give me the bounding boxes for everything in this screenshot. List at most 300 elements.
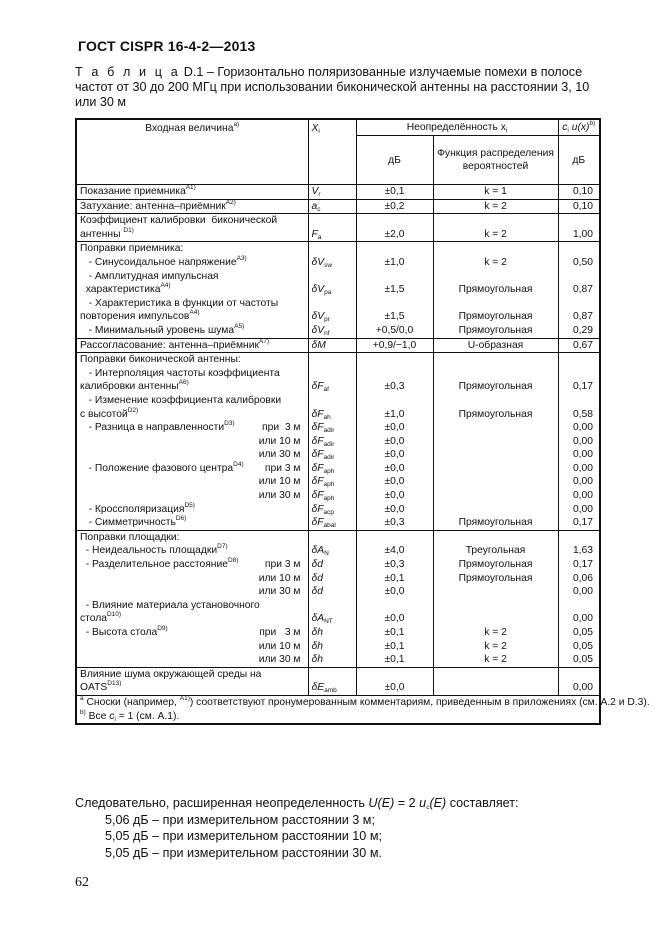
ci-value: 0,05 [558, 626, 600, 640]
symbol-subscript: af [323, 386, 329, 394]
footnote-ref: D9) [157, 625, 168, 632]
table-row [76, 516, 600, 530]
table-row [76, 489, 600, 503]
symbol-subscript: r [318, 191, 321, 198]
uncertainty-value [356, 530, 433, 544]
input-quantity-cell [76, 242, 308, 256]
uncertainty-value [356, 367, 433, 381]
caption-prefix: Т а б л и ц а [75, 65, 181, 79]
ci-value: 0,58 [558, 408, 600, 422]
input-quantity-cell [76, 256, 308, 270]
input-quantity-label: - Синусоидальное напряжение [80, 256, 237, 268]
input-quantity-label: Показание приемника [80, 186, 186, 197]
distance-label: или 30 м [258, 490, 301, 502]
distribution-value: k = 2 [433, 626, 558, 640]
distribution-value: Прямоугольная [433, 283, 558, 297]
symbol-cell [308, 367, 356, 381]
uncertainty-value: ±0,3 [356, 516, 433, 530]
uncertainty-value: ±0,3 [356, 558, 433, 572]
ci-value: 0,67 [558, 338, 600, 353]
ci-value [558, 242, 600, 256]
distribution-value: Прямоугольная [433, 310, 558, 324]
distribution-value: Прямоугольная [433, 408, 558, 422]
symbol-subscript: adir [323, 440, 335, 448]
symbol-cell [308, 530, 356, 544]
symbol: δV [311, 324, 325, 336]
distance-label: или 30 м [258, 449, 301, 461]
distribution-value [433, 448, 558, 462]
table-row [76, 572, 600, 586]
uncertainty-value: ±0,0 [356, 435, 433, 449]
symbol: δh [311, 640, 323, 652]
symbol: δF [311, 435, 324, 447]
ci-value: 0,17 [558, 516, 600, 530]
input-quantity-cell [76, 199, 308, 214]
distance-label: при 3 м [264, 462, 301, 474]
uncertainty-value: +0,9/−1,0 [356, 338, 433, 353]
input-quantity-label: - Положение фазового центра [80, 462, 234, 474]
symbol-subscript: ah [323, 413, 331, 421]
distribution-value [433, 503, 558, 517]
symbol-cell [308, 544, 356, 558]
input-quantity-label: - Разделительное расстояние [80, 559, 228, 571]
symbol-cell [308, 558, 356, 572]
header-db-ci: дБ [558, 136, 600, 185]
symbol: δE [311, 682, 325, 694]
table-row [76, 558, 600, 572]
footnote-ref: D2) [127, 406, 139, 414]
input-quantity-cell [76, 585, 308, 599]
input-quantity-cell [76, 394, 308, 408]
distribution-value: k = 2 [433, 256, 558, 270]
conclusion [75, 795, 519, 861]
table-row [76, 324, 600, 338]
input-quantity-cell [76, 475, 308, 489]
symbol-cell [308, 310, 356, 324]
input-quantity-label: стола [80, 613, 107, 625]
table-row [76, 640, 600, 654]
ci-value: 0,00 [558, 462, 600, 476]
input-quantity-cell [76, 667, 308, 681]
ci-value: 0,17 [558, 380, 600, 394]
ci-value [558, 667, 600, 681]
input-quantity-label: Коэффициент калибровки биконической [80, 215, 278, 227]
distribution-value [433, 681, 558, 695]
symbol-subscript: aph [323, 467, 335, 475]
uncertainty-value [356, 667, 433, 681]
document-header: ГОСТ CISPR 16-4-2—2013 [78, 38, 256, 54]
input-quantity-label: с высотой [80, 408, 128, 420]
symbol-subscript: NT [324, 618, 333, 626]
distribution-value [433, 530, 558, 544]
input-quantity-cell [76, 421, 308, 435]
footnote-ref: A4) [189, 309, 200, 317]
symbol: δV [311, 256, 325, 268]
table-row [76, 421, 600, 435]
table-row [76, 297, 600, 311]
symbol-cell [308, 270, 356, 284]
input-quantity-cell [76, 338, 308, 353]
symbol: δA [311, 613, 325, 625]
input-quantity-cell [76, 681, 308, 695]
ci-value: 1,00 [558, 228, 600, 242]
symbol-cell [308, 421, 356, 435]
symbol: δd [311, 559, 323, 571]
symbol-subscript: pa [324, 289, 332, 297]
table-row [76, 681, 600, 695]
table-row [76, 283, 600, 297]
input-quantity-cell [76, 640, 308, 654]
distance-label: или 10 м [258, 476, 301, 488]
symbol-cell [308, 572, 356, 586]
distribution-value [433, 421, 558, 435]
table-row [76, 408, 600, 422]
table-row [76, 530, 600, 544]
symbol-cell [308, 214, 356, 228]
uncertainty-value: ±2,0 [356, 228, 433, 242]
uncertainty-value [356, 353, 433, 367]
symbol: δF [311, 408, 324, 420]
uncertainty-value [356, 394, 433, 408]
table-row [76, 185, 600, 200]
symbol: δF [311, 462, 324, 474]
table-caption [75, 65, 605, 110]
ci-value [558, 367, 600, 381]
ci-value [558, 599, 600, 613]
symbol: δF [311, 490, 324, 502]
uncertainty-value [356, 214, 433, 228]
symbol-cell [308, 681, 356, 695]
input-quantity-label: Рассогласование: антенна–приёмник [80, 339, 259, 351]
table-row [76, 462, 600, 476]
uncertainty-value: ±0,0 [356, 448, 433, 462]
table-row [76, 626, 600, 640]
input-quantity-label: - Кроссполяризация [80, 503, 185, 515]
table-row [76, 242, 600, 256]
symbol-cell [308, 283, 356, 297]
distance-label: или 30 м [258, 654, 301, 666]
uncertainty-value: ±1,0 [356, 408, 433, 422]
symbol: δh [311, 627, 323, 638]
symbol-cell [308, 435, 356, 449]
header-distribution: Функция распределения вероятностей [433, 136, 558, 185]
page-number: 62 [75, 875, 89, 890]
distribution-value: k = 1 [433, 185, 558, 200]
result-3m: 5,06 дБ – при измерительном расстоянии 3 м; [105, 812, 375, 827]
ci-value [558, 530, 600, 544]
distance-label: или 10 м [258, 640, 301, 652]
symbol-subscript: adir [323, 454, 335, 462]
input-quantity-cell [76, 435, 308, 449]
ci-value [558, 270, 600, 284]
input-quantity-label: - Изменение коэффициента калибровки [80, 394, 282, 406]
symbol: F [311, 228, 318, 240]
symbol-cell [308, 640, 356, 654]
ci-value: 0,00 [558, 475, 600, 489]
distribution-value: Прямоугольная [433, 324, 558, 338]
ci-value: 0,00 [558, 421, 600, 435]
footnote-ref: D8) [227, 557, 239, 565]
distribution-value [433, 585, 558, 599]
ci-value: 0,87 [558, 310, 600, 324]
footnote-ref: D4) [233, 460, 244, 468]
uncertainty-value: ±0,0 [356, 475, 433, 489]
footnote-a: $^a$ Сноски (например, $^{A1)}$) соответствуют пронумерованным комментариям, приведенным в приложениях (см. A.2 и D.3). [80, 694, 650, 708]
uncertainty-value: ±0,0 [356, 681, 433, 695]
input-quantity-label: - Симметричность [80, 517, 176, 529]
symbol-cell [308, 242, 356, 256]
ci-value: 0,05 [558, 653, 600, 667]
input-quantity-label: - Минимальный уровень шума [80, 324, 235, 336]
distribution-value [433, 297, 558, 311]
footnote-ref: A1) [185, 184, 196, 191]
symbol-cell [308, 448, 356, 462]
input-quantity-cell [76, 558, 308, 572]
symbol-subscript: aph [323, 495, 335, 503]
input-quantity-label: - Неидеальность площадки [80, 545, 218, 557]
table-row [76, 475, 600, 489]
distance-label: или 10 м [258, 572, 301, 584]
distribution-value [433, 394, 558, 408]
table-row [76, 338, 600, 353]
uncertainty-value: ±0,0 [356, 503, 433, 517]
uncertainty-table [75, 118, 650, 725]
footnote-ref: D3) [224, 420, 235, 428]
input-quantity-cell [76, 228, 308, 242]
distribution-value [433, 353, 558, 367]
input-quantity-label: Поправки приемника: [80, 243, 184, 255]
symbol: δd [311, 572, 323, 584]
distribution-value [433, 667, 558, 681]
distance-label: или 10 м [258, 435, 301, 447]
input-quantity-cell [76, 185, 308, 200]
ci-value [558, 394, 600, 408]
footnote-b: $^{b)}$ Все $c_i = 1$ (см. A.1). [80, 708, 180, 723]
table-row [76, 667, 600, 681]
symbol-subscript: abal [323, 522, 336, 530]
symbol: δF [311, 422, 324, 434]
symbol-cell [308, 199, 356, 214]
input-quantity-label: Влияние шума окружающей среды на [80, 668, 262, 680]
distance-label: при 3 м [264, 559, 301, 571]
ci-value [558, 297, 600, 311]
distance-label: при 3 м [262, 422, 301, 434]
input-quantity-label: - Амплитудная импульсная [80, 270, 219, 282]
input-quantity-label: Поправки площадки: [80, 531, 180, 543]
input-quantity-cell [76, 283, 308, 297]
input-quantity-cell [76, 310, 308, 324]
uncertainty-value: ±0,2 [356, 199, 433, 214]
header-db: дБ [356, 136, 433, 185]
ci-value [558, 353, 600, 367]
uncertainty-value: ±0,1 [356, 572, 433, 586]
ci-value: 0,29 [558, 324, 600, 338]
input-quantity-cell [76, 462, 308, 476]
distribution-value: Прямоугольная [433, 380, 558, 394]
symbol-cell [308, 324, 356, 338]
table-row [76, 544, 600, 558]
symbol-cell [308, 516, 356, 530]
uncertainty-value: +0,5/0,0 [356, 324, 433, 338]
distribution-value [433, 475, 558, 489]
table-row [76, 310, 600, 324]
footnote-ref: D10) [106, 611, 122, 619]
ci-value: 0,10 [558, 185, 600, 200]
ci-value: 0,05 [558, 640, 600, 654]
input-quantity-label: калибровки антенны [80, 381, 179, 393]
table-row [76, 353, 600, 367]
footnotes [76, 694, 650, 724]
table-row [76, 380, 600, 394]
symbol: δF [311, 503, 324, 515]
symbol: δF [311, 449, 324, 461]
ci-value: 0,50 [558, 256, 600, 270]
uncertainty-value [356, 270, 433, 284]
footnote-ref: D13) [107, 680, 122, 688]
uncertainty-value: ±0,0 [356, 462, 433, 476]
distribution-value [433, 367, 558, 381]
input-quantity-cell [76, 489, 308, 503]
input-quantity-label: повторения импульсов [80, 311, 190, 323]
distance-label: при 3 м [259, 627, 301, 638]
symbol-cell [308, 475, 356, 489]
caption-text: D.1 – Горизонтально поляризованные излучаемые помехи в полосе частот от 30 до 200 МГц при использовании биконической антенны на расстоянии 3, 10 или 30 м [75, 65, 590, 109]
input-quantity-cell [76, 530, 308, 544]
input-quantity-cell [76, 448, 308, 462]
symbol: δA [311, 545, 325, 557]
symbol-subscript: a [317, 233, 322, 241]
symbol-cell [308, 462, 356, 476]
input-quantity-cell [76, 653, 308, 667]
symbol-subscript: sw [324, 261, 333, 269]
uncertainty-value: ±0,1 [356, 626, 433, 640]
distribution-value: k = 2 [433, 228, 558, 242]
input-quantity-label: - Влияние материала установочного [80, 599, 260, 611]
result-10m: 5,05 дБ – при измерительном расстоянии 10 м; [105, 829, 382, 843]
input-quantity-label: - Характеристика в функции от частоты [80, 297, 279, 309]
ci-value: 0,00 [558, 448, 600, 462]
ci-value: 0,00 [558, 435, 600, 449]
table-row [76, 435, 600, 449]
uncertainty-value: ±1,5 [356, 283, 433, 297]
input-quantity-label: Поправки биконической антенны: [80, 354, 241, 366]
symbol: δV [311, 284, 325, 296]
ci-value: 0,87 [558, 283, 600, 297]
input-quantity-cell [76, 572, 308, 586]
input-quantity-label: - Высота стола [80, 627, 158, 638]
symbol-cell [308, 503, 356, 517]
symbol-cell [308, 626, 356, 640]
uncertainty-value: ±0,1 [356, 653, 433, 667]
input-quantity-cell [76, 544, 308, 558]
distribution-value [433, 242, 558, 256]
distribution-value: Прямоугольная [433, 558, 558, 572]
input-quantity-cell [76, 408, 308, 422]
table-row [76, 612, 600, 626]
header-ci: $c_i$ $u(x)^{b)}$ [558, 119, 600, 136]
ci-value: 0,00 [558, 503, 600, 517]
input-quantity-cell [76, 626, 308, 640]
distribution-value: k = 2 [433, 653, 558, 667]
conclusion-intro: Следовательно, расширенная неопределенность U(E) = 2 $u_c(E)$ составляет: [75, 796, 519, 811]
symbol-cell [308, 394, 356, 408]
result-30m: 5,05 дБ – при измерительном расстоянии 30 м. [105, 845, 382, 860]
footnote-ref: D6) [175, 515, 187, 523]
input-quantity-cell [76, 353, 308, 367]
distribution-value: Прямоугольная [433, 516, 558, 530]
input-quantity-label: - Интерполяция частоты коэффициента [80, 367, 280, 379]
input-quantity-cell [76, 324, 308, 338]
table-body [76, 185, 600, 696]
header-uncertainty: Неопределённость $x_i$ [356, 119, 558, 136]
footnote-ref: D1) [123, 226, 134, 234]
input-quantity-label: OATS [80, 682, 108, 694]
input-quantity-cell [76, 297, 308, 311]
symbol-subscript: adir [323, 427, 335, 435]
symbol: δF [311, 381, 324, 393]
footnote-ref: A3) [236, 254, 247, 262]
input-quantity-cell [76, 214, 308, 228]
footnote-ref: A2) [225, 198, 236, 206]
symbol-subscript: c [317, 205, 321, 213]
symbol-cell [308, 599, 356, 613]
symbol-cell [308, 228, 356, 242]
symbol-cell [308, 612, 356, 626]
uncertainty-value: ±1,0 [356, 256, 433, 270]
table-row [76, 256, 600, 270]
table-row [76, 199, 600, 214]
distribution-value: k = 2 [433, 640, 558, 654]
footnote-ref: A4) [160, 282, 171, 290]
symbol-subscript: aph [323, 481, 335, 489]
input-quantity-label: - Разница в направленности [80, 422, 225, 434]
header-input: Входная величина$^{a)}$ [76, 119, 308, 185]
distribution-value [433, 599, 558, 613]
input-quantity-cell [76, 612, 308, 626]
symbol: δd [311, 586, 323, 598]
input-quantity-cell [76, 270, 308, 284]
table-row [76, 653, 600, 667]
uncertainty-value: ±0,0 [356, 612, 433, 626]
symbol-cell [308, 353, 356, 367]
distribution-value [433, 489, 558, 503]
symbol-cell [308, 667, 356, 681]
distribution-value [433, 462, 558, 476]
uncertainty-value: ±0,1 [356, 185, 433, 200]
distribution-value [433, 435, 558, 449]
header-xi: $X_i$ [308, 119, 356, 185]
distribution-value: k = 2 [433, 199, 558, 214]
ci-value: 0,10 [558, 199, 600, 214]
symbol-cell [308, 338, 356, 353]
symbol-cell [308, 408, 356, 422]
distribution-value [433, 214, 558, 228]
uncertainty-value: ±0,0 [356, 421, 433, 435]
symbol: δM [311, 339, 326, 351]
distribution-value: Треугольная [433, 544, 558, 558]
distribution-value: U-образная [433, 338, 558, 353]
distribution-value: Прямоугольная [433, 572, 558, 586]
uncertainty-value [356, 297, 433, 311]
ci-value: 0,00 [558, 489, 600, 503]
footnote-ref: A7) [258, 337, 270, 345]
distribution-value [433, 270, 558, 284]
ci-value [558, 214, 600, 228]
footnote-ref: A5) [234, 322, 245, 330]
uncertainty-value: ±0,3 [356, 380, 433, 394]
symbol-subscript: nf [324, 329, 330, 337]
table-row [76, 270, 600, 284]
